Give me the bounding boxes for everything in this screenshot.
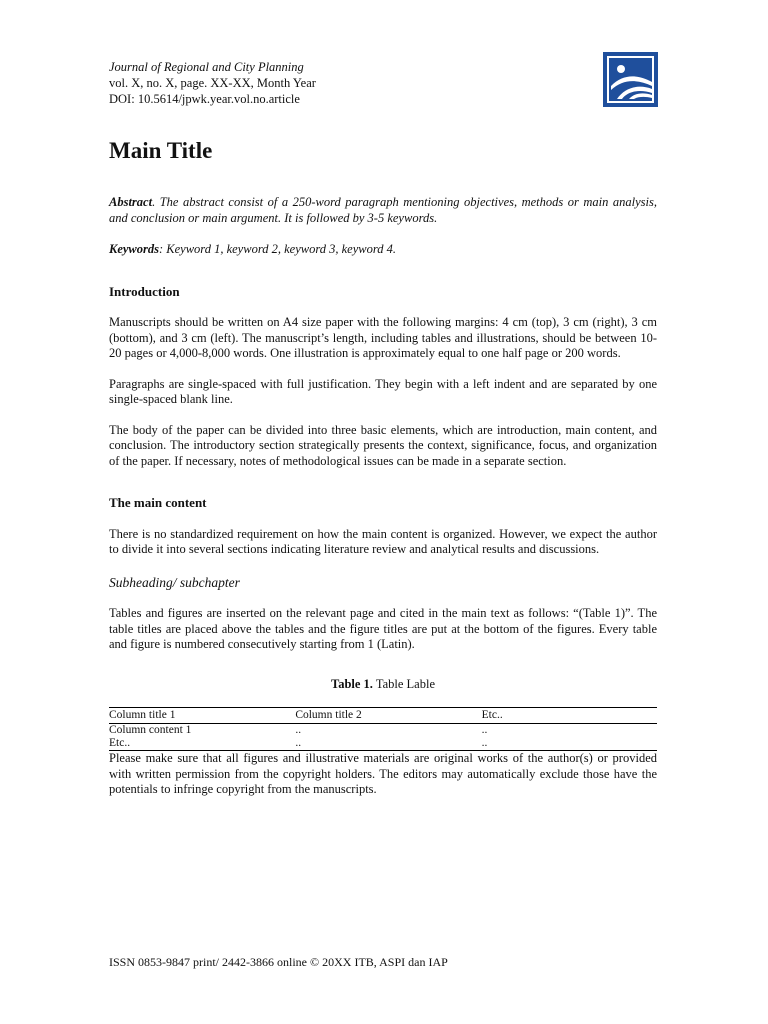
abstract-text: . The abstract consist of a 250-word paragraph mentioning objectives, methods or main analysis, and conclusion or main argument. It is followed by 3-5 keywords. [109, 195, 657, 225]
journal-logo [603, 52, 658, 107]
footer-issn: ISSN 0853-9847 print/ 2442-3866 online © 20XX ITB, ASPI dan IAP [109, 955, 448, 969]
table-row [109, 724, 657, 738]
table-row [109, 737, 657, 751]
document-body [109, 195, 657, 813]
table-column-header: Etc.. [482, 708, 657, 724]
table-column-header: Column title 2 [295, 708, 481, 724]
table-column-header: Column title 1 [109, 708, 295, 724]
journal-header [109, 59, 316, 107]
data-table [109, 707, 657, 751]
subheading-paragraph: Tables and figures are inserted on the relevant page and cited in the main text as follows: “(Table 1)”. The table titles are placed above the tables and the figure titles are put at the bottom of the figures. Every table and figure is numbered consecutively starting from 1 (Latin). [109, 606, 657, 651]
table-cell: .. [481, 724, 488, 736]
volume-line: vol. X, no. X, page. XX-XX, Month Year [109, 76, 316, 90]
main-content-heading: The main content [109, 495, 207, 510]
table-caption [109, 677, 657, 693]
intro-paragraph-3: The body of the paper can be divided into three basic elements, which are introduction, main content, and conclusion. The introductory section strategically presents the context, significance, focus, and organization of the paper. If necessary, notes of methodological issues can be made in a separate section. [109, 422, 657, 468]
doi-line: DOI: 10.5614/jpwk.year.vol.no.article [109, 92, 300, 106]
intro-paragraph-1: Manuscripts should be written on A4 size paper with the following margins: 4 cm (top), 3 cm (right), 3 cm (bottom), and 3 cm (left). The manuscript’s length, including tables and illustrations, should be between 10-20 pages or 4,000-8,000 words. One illustration is approximately equal to one half page or 200 words. [109, 315, 657, 360]
abstract-paragraph [109, 195, 657, 226]
subheading: Subheading/ subchapter [109, 574, 240, 590]
main-title: Main Title [109, 138, 213, 163]
table-cell: Etc.. [109, 737, 295, 751]
journal-name: Journal of Regional and City Planning [109, 60, 304, 74]
table-cell: .. [482, 737, 657, 751]
table-cell: .. [295, 737, 481, 751]
table-header-row [109, 708, 657, 724]
table-caption-label: Table 1. [331, 676, 373, 691]
keywords-text: : Keyword 1, keyword 2, keyword 3, keyword 4. [159, 242, 396, 256]
table-cell: .. [295, 724, 302, 736]
copyright-paragraph: Please make sure that all figures and illustrative materials are original works of the author(s) or provided with written permission from the copyright holders. The editors may automatically exclude those have the potentials to infringe copyright from the manuscripts. [109, 751, 657, 796]
introduction-heading: Introduction [109, 283, 180, 299]
keywords-line [109, 242, 657, 258]
table-caption-text: Table Lable [375, 676, 435, 691]
main-content-paragraph: There is no standardized requirement on how the main content is organized. However, we expect the author to divide it into several sections indicating literature review and analytical results and discussions. [109, 526, 657, 556]
intro-paragraph-2: Paragraphs are single-spaced with full justification. They begin with a left indent and are separated by one single-spaced blank line. [109, 376, 657, 406]
abstract-label: Abstract [109, 195, 153, 209]
keywords-label: Keywords [109, 242, 159, 256]
table-cell: Column content 1 [109, 724, 192, 736]
